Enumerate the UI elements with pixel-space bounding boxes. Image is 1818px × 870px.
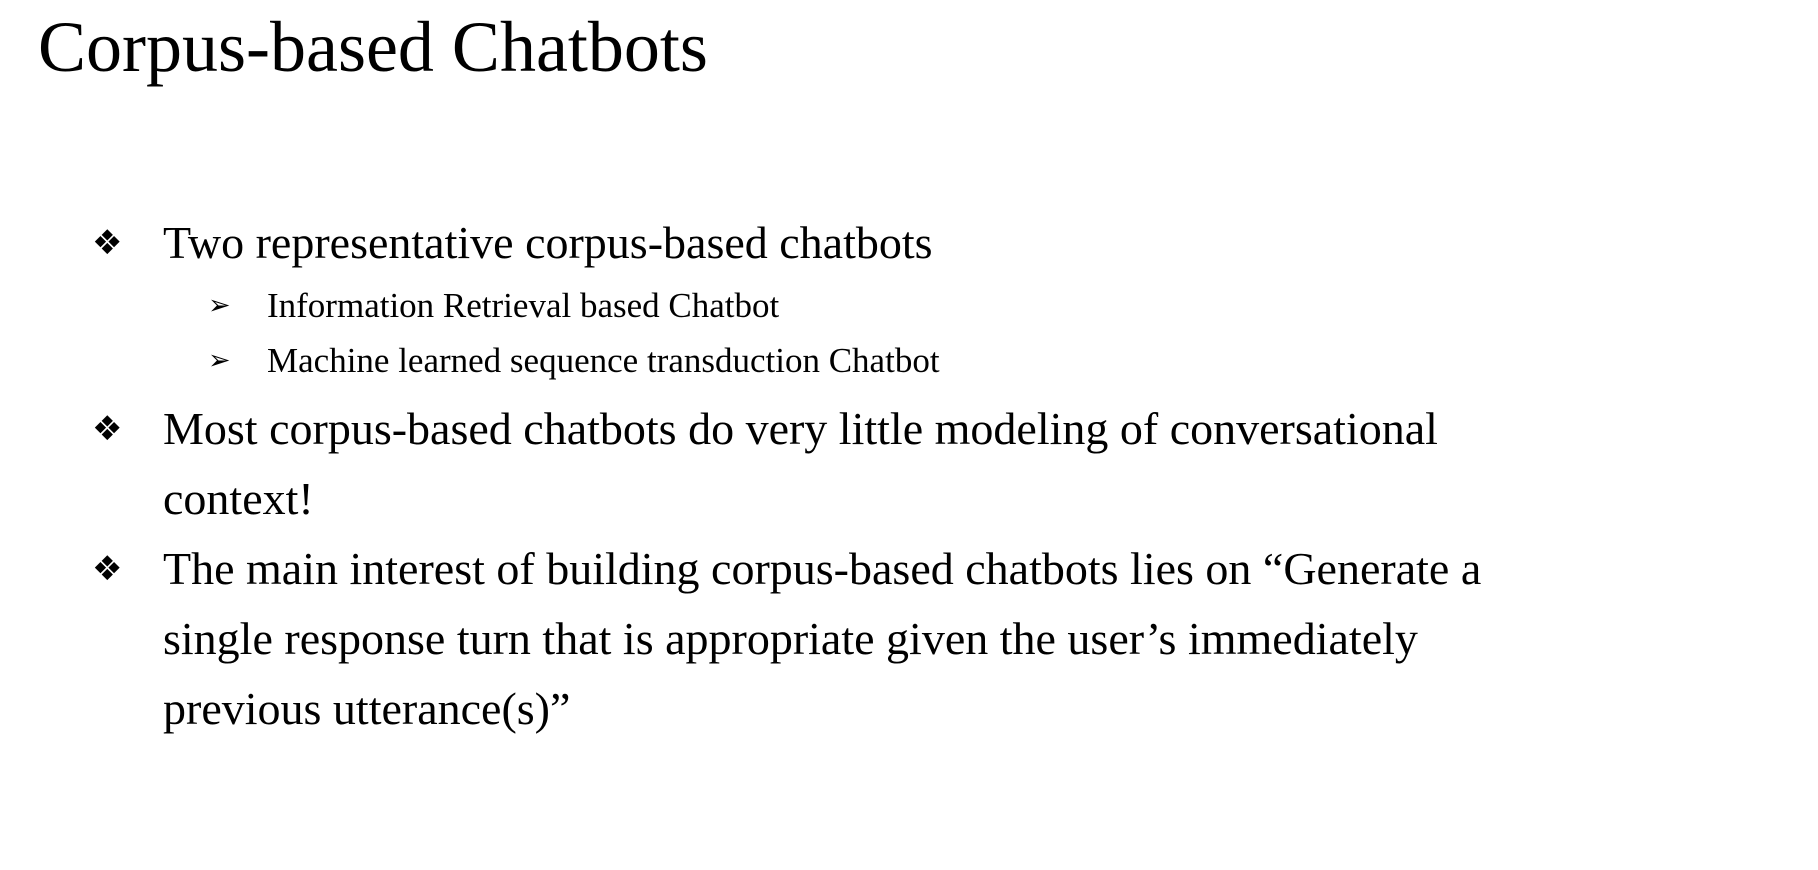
bullet-item: [0, 394, 1818, 534]
bullet-text: [163, 394, 1438, 534]
diamond-bullet-icon: ❖: [92, 223, 123, 264]
bullet-line: Most corpus-based chatbots do very little modeling of conversational: [163, 403, 1438, 455]
arrow-bullet-icon: ➢: [208, 290, 231, 322]
bullet-text: [163, 208, 933, 278]
sub-bullet-text: [267, 333, 940, 388]
slide-title: Corpus-based Chatbots: [38, 7, 708, 87]
diamond-bullet-icon: ❖: [92, 549, 123, 590]
bullet-text: [163, 534, 1481, 744]
bullet-item: [0, 534, 1818, 744]
arrow-bullet-icon: ➢: [208, 345, 231, 377]
diamond-bullet-icon: ❖: [92, 409, 123, 450]
sub-bullet-item: [0, 278, 1818, 333]
slide: [0, 8, 1818, 870]
bullet-line: previous utterance(s)”: [163, 683, 571, 735]
sub-bullet-text: [267, 278, 779, 333]
bullet-line: The main interest of building corpus-based chatbots lies on “Generate a: [163, 543, 1482, 595]
bullet-line: context!: [163, 473, 314, 525]
bullet-item: [0, 208, 1818, 278]
slide-content: [0, 208, 1818, 744]
sub-bullet-item: [0, 333, 1818, 388]
bullet-line: single response turn that is appropriate given the user’s immediately: [163, 613, 1418, 665]
bullet-line: Two representative corpus-based chatbots: [163, 217, 933, 269]
sub-bullet-line: Machine learned sequence transduction Chatbot: [267, 341, 940, 381]
sub-bullet-line: Information Retrieval based Chatbot: [267, 286, 780, 326]
